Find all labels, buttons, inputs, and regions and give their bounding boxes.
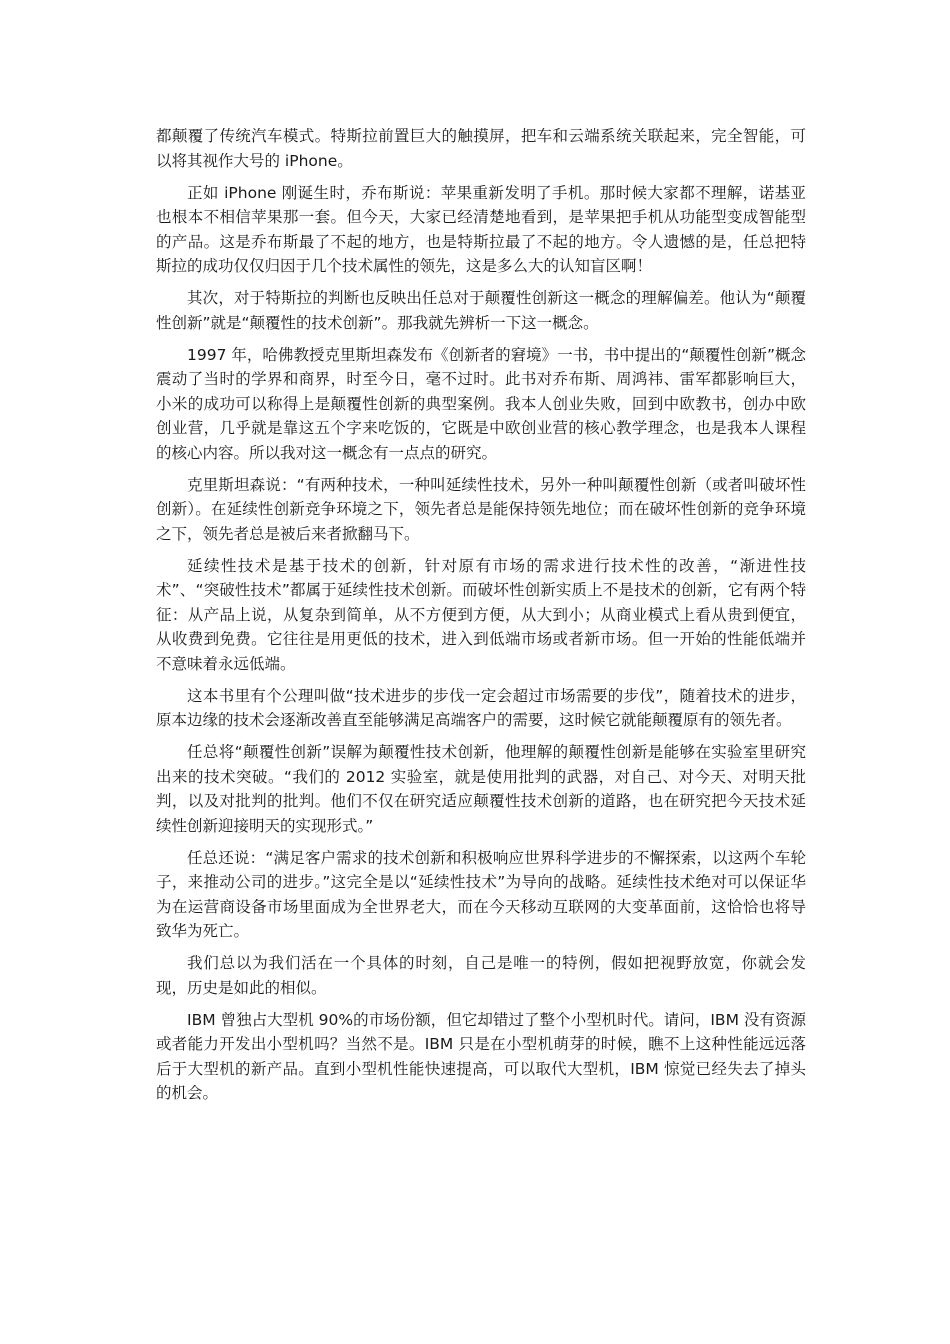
paragraph-7: 这本书里有个公理叫做“技术进步的步伐一定会超过市场需要的步伐”，随着技术的进步，原本边缘的技术会逐渐改善直至能够满足高端客户的需要，这时候它就能颠覆原有的领先者。 <box>156 686 806 729</box>
paragraph-11: IBM 曾独占大型机 90%的市场份额，但它却错过了整个小型机时代。请问，IBM 没有资源或者能力开发出小型机吗？当然不是。IBM 只是在小型机萌芽的时候，瞧不上这种性能远远落后于大型机的新产品。直到小型机性能快速提高，可以取代大型机，IBM 惊觉已经失去了掉头的机会。 <box>156 1010 806 1102</box>
paragraph-1: 都颠覆了传统汽车模式。特斯拉前置巨大的触摸屏，把车和云端系统关联起来，完全智能，可以将其视作大号的 iPhone。 <box>156 127 806 170</box>
paragraph-4: 1997 年，哈佛教授克里斯坦森发布《创新者的窘境》一书，书中提出的“颠覆性创新”概念震动了当时的学界和商界，时至今日，毫不过时。此书对乔布斯、周鸿祎、雷军都影响巨大，小米的成功可以称得上是颠覆性创新的典型案例。我本人创业失败，回到中欧教书，创办中欧创业营，几乎就是靠这五个字来吃饭的，它既是中欧创业营的核心教学理念，也是我本人课程的核心内容。所以我对这一概念有一点点的研究。 <box>156 345 806 462</box>
paragraph-3: 其次，对于特斯拉的判断也反映出任总对于颠覆性创新这一概念的理解偏差。他认为“颠覆性创新”就是“颠覆性的技术创新”。那我就先辨析一下这一概念。 <box>156 289 806 332</box>
document-page <box>156 124 806 1113</box>
paragraph-6: 延续性技术是基于技术的创新，针对原有市场的需求进行技术性的改善，“渐进性技术”、“突破性技术”都属于延续性技术创新。而破坏性创新实质上不是技术的创新，它有两个特征：从产品上说，从复杂到简单，从不方便到方便，从大到小；从商业模式上看从贵到便宜，从收费到免费。它往往是用更低的技术，进入到低端市场或者新市场。但一开始的性能低端并不意味着永远低端。 <box>156 556 806 673</box>
paragraph-5: 克里斯坦森说：“有两种技术，一种叫延续性技术，另外一种叫颠覆性创新（或者叫破坏性创新）。在延续性创新竞争环境之下，领先者总是能保持领先地位；而在破坏性创新的竞争环境之下，领先者总是被后来者掀翻马下。 <box>156 475 806 543</box>
paragraph-9: 任总还说：“满足客户需求的技术创新和积极响应世界科学进步的不懈探索，以这两个车轮子，来推动公司的进步。”这完全是以“延续性技术”为导向的战略。延续性技术绝对可以保证华为在运营商设备市场里面成为全世界老大，而在今天移动互联网的大变革面前，这恰恰也将导致华为死亡。 <box>156 848 806 940</box>
paragraph-8: 任总将“颠覆性创新”误解为颠覆性技术创新，他理解的颠覆性创新是能够在实验室里研究出来的技术突破。“我们的 2012 实验室，就是使用批判的武器，对自己、对今天、对明天批判，以及对批判的批判。他们不仅在研究适应颠覆性技术创新的道路，也在研究把今天技术延续性创新迎接明天的实现形式。” <box>156 743 806 835</box>
paragraph-2: 正如 iPhone 刚诞生时，乔布斯说：苹果重新发明了手机。那时候大家都不理解，诺基亚也根本不相信苹果那一套。但今天，大家已经清楚地看到，是苹果把手机从功能型变成智能型的产品。这是乔布斯最了不起的地方，也是特斯拉最了不起的地方。令人遗憾的是，任总把特斯拉的成功仅仅归因于几个技术属性的领先，这是多么大的认知盲区啊！ <box>156 183 806 275</box>
paragraph-10: 我们总以为我们活在一个具体的时刻，自己是唯一的特例，假如把视野放宽，你就会发现，历史是如此的相似。 <box>156 954 806 997</box>
